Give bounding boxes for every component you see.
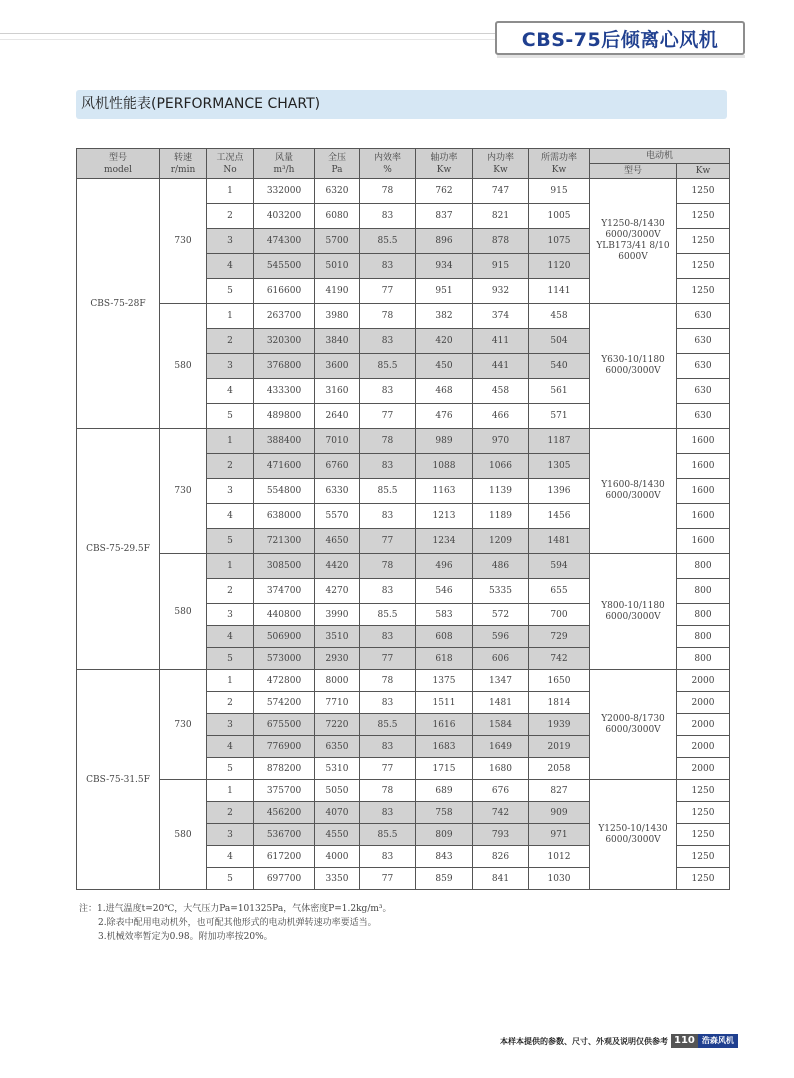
data-cell: 4 [207,379,254,404]
data-cell: 441 [473,354,529,379]
data-cell: 1375 [416,670,473,692]
header-shaft-power: 轴功率 Kw [416,149,473,179]
data-cell: 841 [473,868,529,890]
data-cell: 466 [473,404,529,429]
motor-kw-cell: 2000 [677,692,730,714]
data-cell: 411 [473,329,529,354]
data-cell: 458 [473,379,529,404]
motor-kw-cell: 1250 [677,279,730,304]
data-cell: 77 [360,758,416,780]
data-cell: 3350 [315,868,360,890]
data-cell: 638000 [254,504,315,529]
motor-model-cell: Y800-10/1180 6000/3000V [590,554,677,670]
data-cell: 742 [529,648,590,670]
data-cell: 616600 [254,279,315,304]
data-cell: 78 [360,179,416,204]
data-cell: 1396 [529,479,590,504]
motor-kw-cell: 1250 [677,254,730,279]
data-cell: 915 [529,179,590,204]
data-cell: 951 [416,279,473,304]
data-cell: 450 [416,354,473,379]
data-cell: 1066 [473,454,529,479]
data-cell: 793 [473,824,529,846]
data-cell: 83 [360,802,416,824]
data-cell: 546 [416,579,473,604]
data-cell: 375700 [254,780,315,802]
data-cell: 572 [473,604,529,626]
model-cell: CBS-75-28F [77,179,160,429]
table-row [77,179,730,204]
data-cell: 85.5 [360,229,416,254]
data-cell: 1939 [529,714,590,736]
header-rule-secondary [0,39,496,40]
data-cell: 608 [416,626,473,648]
data-cell: 1456 [529,504,590,529]
data-cell: 596 [473,626,529,648]
data-cell: 1481 [529,529,590,554]
data-cell: 697700 [254,868,315,890]
data-cell: 77 [360,648,416,670]
data-cell: 573000 [254,648,315,670]
data-cell: 3 [207,604,254,626]
data-cell: 2 [207,454,254,479]
speed-cell: 730 [160,179,207,304]
data-cell: 2 [207,692,254,714]
data-cell: 85.5 [360,824,416,846]
data-cell: 776900 [254,736,315,758]
data-cell: 388400 [254,429,315,454]
data-cell: 77 [360,868,416,890]
motor-kw-cell: 630 [677,404,730,429]
data-cell: 837 [416,204,473,229]
data-cell: 83 [360,329,416,354]
data-cell: 540 [529,354,590,379]
data-cell: 617200 [254,846,315,868]
data-cell: 468 [416,379,473,404]
data-cell: 1616 [416,714,473,736]
data-cell: 3 [207,229,254,254]
data-cell: 915 [473,254,529,279]
motor-kw-cell: 800 [677,648,730,670]
data-cell: 3840 [315,329,360,354]
motor-kw-cell: 800 [677,579,730,604]
header-rule [0,33,496,34]
data-cell: 5 [207,868,254,890]
data-cell: 4 [207,626,254,648]
data-cell: 1163 [416,479,473,504]
header-motor: 电动机 [590,149,730,164]
data-cell: 308500 [254,554,315,579]
motor-kw-cell: 1600 [677,504,730,529]
data-cell: 1715 [416,758,473,780]
motor-kw-cell: 1250 [677,204,730,229]
motor-model-cell: Y2000-8/1730 6000/3000V [590,670,677,780]
header-inner-power: 内功率 Kw [473,149,529,179]
data-cell: 689 [416,780,473,802]
page-title: CBS-75后倾离心风机 [521,28,719,51]
motor-kw-cell: 1600 [677,529,730,554]
data-cell: 4 [207,254,254,279]
header-model: 型号 model [77,149,160,179]
data-cell: 5310 [315,758,360,780]
data-cell: 762 [416,179,473,204]
data-cell: 1814 [529,692,590,714]
motor-kw-cell: 1250 [677,229,730,254]
table-row [77,780,730,802]
footer-disclaimer: 本样本提供的参数、尺寸、外观及说明仅供参考 [500,1036,668,1046]
data-cell: 458 [529,304,590,329]
data-cell: 932 [473,279,529,304]
data-cell: 472800 [254,670,315,692]
data-cell: 3510 [315,626,360,648]
data-cell: 3600 [315,354,360,379]
motor-kw-cell: 800 [677,626,730,648]
motor-kw-cell: 1600 [677,479,730,504]
data-cell: 2019 [529,736,590,758]
motor-model-cell: Y1250-10/1430 6000/3000V [590,780,677,890]
data-cell: 971 [529,824,590,846]
data-cell: 583 [416,604,473,626]
data-cell: 486 [473,554,529,579]
data-cell: 574200 [254,692,315,714]
data-cell: 2 [207,579,254,604]
data-cell: 909 [529,802,590,824]
data-cell: 78 [360,554,416,579]
header-efficiency: 内效率 % [360,149,416,179]
motor-kw-cell: 630 [677,354,730,379]
data-cell: 3990 [315,604,360,626]
page-title-box [495,21,745,55]
data-cell: 878200 [254,758,315,780]
motor-kw-cell: 1250 [677,846,730,868]
data-cell: 2 [207,329,254,354]
data-cell: 758 [416,802,473,824]
data-cell: 1481 [473,692,529,714]
data-cell: 1 [207,429,254,454]
data-cell: 6330 [315,479,360,504]
footer [500,1034,738,1048]
motor-kw-cell: 1250 [677,780,730,802]
model-cell: CBS-75-31.5F [77,670,160,890]
motor-kw-cell: 2000 [677,714,730,736]
data-cell: 1650 [529,670,590,692]
data-cell: 6080 [315,204,360,229]
data-cell: 1680 [473,758,529,780]
data-cell: 1 [207,670,254,692]
note-1: 注：1.进气温度t=20℃，大气压力Pa=101325Pa，气体密度P=1.2kg/m³。 [79,904,392,914]
data-cell: 655 [529,579,590,604]
motor-model-cell: Y630-10/1180 6000/3000V [590,304,677,429]
data-cell: 83 [360,254,416,279]
data-cell: 332000 [254,179,315,204]
data-cell: 440800 [254,604,315,626]
data-cell: 374 [473,304,529,329]
data-cell: 5 [207,404,254,429]
data-cell: 78 [360,429,416,454]
note-3: 3.机械效率暂定为0.98。附加功率按20%。 [98,932,273,942]
motor-kw-cell: 800 [677,604,730,626]
motor-kw-cell: 630 [677,379,730,404]
data-cell: 989 [416,429,473,454]
data-cell: 1187 [529,429,590,454]
header-motor-kw: Kw [677,164,730,179]
motor-kw-cell: 2000 [677,670,730,692]
data-cell: 77 [360,279,416,304]
data-cell: 5 [207,279,254,304]
data-cell: 456200 [254,802,315,824]
data-cell: 1683 [416,736,473,758]
data-cell: 1584 [473,714,529,736]
data-cell: 1139 [473,479,529,504]
motor-kw-cell: 630 [677,329,730,354]
motor-kw-cell: 2000 [677,736,730,758]
data-cell: 1649 [473,736,529,758]
data-cell: 859 [416,868,473,890]
data-cell: 374700 [254,579,315,604]
data-cell: 5570 [315,504,360,529]
speed-cell: 580 [160,304,207,429]
note-2: 2.除表中配用电动机外，也可配其他形式的电动机弹转速功率要适当。 [98,918,377,928]
data-cell: 1141 [529,279,590,304]
speed-cell: 730 [160,670,207,780]
header-pressure: 全压 Pa [315,149,360,179]
data-cell: 2 [207,802,254,824]
header-point: 工况点 No [207,149,254,179]
data-cell: 320300 [254,329,315,354]
data-cell: 3160 [315,379,360,404]
data-cell: 594 [529,554,590,579]
motor-kw-cell: 1600 [677,429,730,454]
data-cell: 2640 [315,404,360,429]
data-cell: 83 [360,204,416,229]
data-cell: 6760 [315,454,360,479]
data-cell: 85.5 [360,354,416,379]
motor-kw-cell: 630 [677,304,730,329]
data-cell: 83 [360,626,416,648]
data-cell: 7710 [315,692,360,714]
data-cell: 970 [473,429,529,454]
data-cell: 5 [207,758,254,780]
data-cell: 85.5 [360,604,416,626]
data-cell: 474300 [254,229,315,254]
data-cell: 3 [207,354,254,379]
data-cell: 78 [360,780,416,802]
data-cell: 471600 [254,454,315,479]
data-cell: 1189 [473,504,529,529]
data-cell: 1 [207,780,254,802]
motor-kw-cell: 1250 [677,802,730,824]
data-cell: 896 [416,229,473,254]
data-cell: 1075 [529,229,590,254]
data-cell: 6320 [315,179,360,204]
data-cell: 2058 [529,758,590,780]
table-row [77,304,730,329]
data-cell: 4550 [315,824,360,846]
header-flow: 风量 m³/h [254,149,315,179]
data-cell: 5335 [473,579,529,604]
data-cell: 571 [529,404,590,429]
data-cell: 1120 [529,254,590,279]
data-cell: 376800 [254,354,315,379]
data-cell: 4420 [315,554,360,579]
data-cell: 3 [207,824,254,846]
speed-cell: 730 [160,429,207,554]
data-cell: 827 [529,780,590,802]
table-row [77,554,730,579]
data-cell: 3 [207,479,254,504]
data-cell: 1305 [529,454,590,479]
data-cell: 83 [360,736,416,758]
data-cell: 618 [416,648,473,670]
header-required-power: 所需功率 Kw [529,149,590,179]
data-cell: 1 [207,554,254,579]
motor-kw-cell: 1250 [677,179,730,204]
notes [79,902,392,944]
data-cell: 700 [529,604,590,626]
data-cell: 1234 [416,529,473,554]
data-cell: 85.5 [360,714,416,736]
data-cell: 83 [360,846,416,868]
data-cell: 5 [207,648,254,670]
speed-cell: 580 [160,554,207,670]
data-cell: 934 [416,254,473,279]
title-shadow [497,55,745,58]
data-cell: 506900 [254,626,315,648]
data-cell: 1 [207,179,254,204]
data-cell: 821 [473,204,529,229]
data-cell: 1088 [416,454,473,479]
data-cell: 85.5 [360,479,416,504]
data-cell: 78 [360,670,416,692]
model-cell: CBS-75-29.5F [77,429,160,670]
data-cell: 83 [360,504,416,529]
data-cell: 843 [416,846,473,868]
data-cell: 2 [207,204,254,229]
data-cell: 5700 [315,229,360,254]
motor-kw-cell: 1600 [677,454,730,479]
data-cell: 382 [416,304,473,329]
data-cell: 676 [473,780,529,802]
data-cell: 6350 [315,736,360,758]
data-cell: 7220 [315,714,360,736]
data-cell: 4270 [315,579,360,604]
motor-kw-cell: 1250 [677,868,730,890]
data-cell: 1005 [529,204,590,229]
data-cell: 878 [473,229,529,254]
data-cell: 1209 [473,529,529,554]
section-heading: 风机性能表(PERFORMANCE CHART) [76,90,727,119]
data-cell: 729 [529,626,590,648]
header-speed: 转速 r/min [160,149,207,179]
data-cell: 496 [416,554,473,579]
data-cell: 747 [473,179,529,204]
data-cell: 83 [360,454,416,479]
data-cell: 403200 [254,204,315,229]
data-cell: 4190 [315,279,360,304]
data-cell: 4070 [315,802,360,824]
data-cell: 606 [473,648,529,670]
data-cell: 4 [207,846,254,868]
data-cell: 545500 [254,254,315,279]
data-cell: 4 [207,736,254,758]
table-row [77,429,730,454]
data-cell: 77 [360,529,416,554]
data-cell: 554800 [254,479,315,504]
data-cell: 8000 [315,670,360,692]
data-cell: 4650 [315,529,360,554]
data-cell: 476 [416,404,473,429]
data-cell: 5010 [315,254,360,279]
motor-kw-cell: 800 [677,554,730,579]
data-cell: 4 [207,504,254,529]
data-cell: 1 [207,304,254,329]
motor-kw-cell: 2000 [677,758,730,780]
data-cell: 433300 [254,379,315,404]
data-cell: 1213 [416,504,473,529]
data-cell: 2930 [315,648,360,670]
page-number: 110 [671,1034,698,1048]
data-cell: 721300 [254,529,315,554]
data-cell: 5 [207,529,254,554]
motor-kw-cell: 1250 [677,824,730,846]
table-row [77,670,730,692]
data-cell: 78 [360,304,416,329]
data-cell: 1347 [473,670,529,692]
data-cell: 420 [416,329,473,354]
performance-table [76,148,730,890]
data-cell: 742 [473,802,529,824]
data-cell: 263700 [254,304,315,329]
data-cell: 826 [473,846,529,868]
data-cell: 77 [360,404,416,429]
data-cell: 489800 [254,404,315,429]
data-cell: 536700 [254,824,315,846]
data-cell: 561 [529,379,590,404]
data-cell: 5050 [315,780,360,802]
data-cell: 3 [207,714,254,736]
data-cell: 83 [360,379,416,404]
motor-model-cell: Y1250-8/1430 6000/3000V YLB173/41 8/10 6000V [590,179,677,304]
speed-cell: 580 [160,780,207,890]
data-cell: 809 [416,824,473,846]
data-cell: 3980 [315,304,360,329]
data-cell: 1012 [529,846,590,868]
data-cell: 83 [360,579,416,604]
footer-brand: 浩森风机 [698,1034,738,1048]
data-cell: 7010 [315,429,360,454]
data-cell: 675500 [254,714,315,736]
motor-model-cell: Y1600-8/1430 6000/3000V [590,429,677,554]
header-motor-model: 型号 [590,164,677,179]
data-cell: 504 [529,329,590,354]
data-cell: 4000 [315,846,360,868]
data-cell: 1030 [529,868,590,890]
data-cell: 83 [360,692,416,714]
data-cell: 1511 [416,692,473,714]
